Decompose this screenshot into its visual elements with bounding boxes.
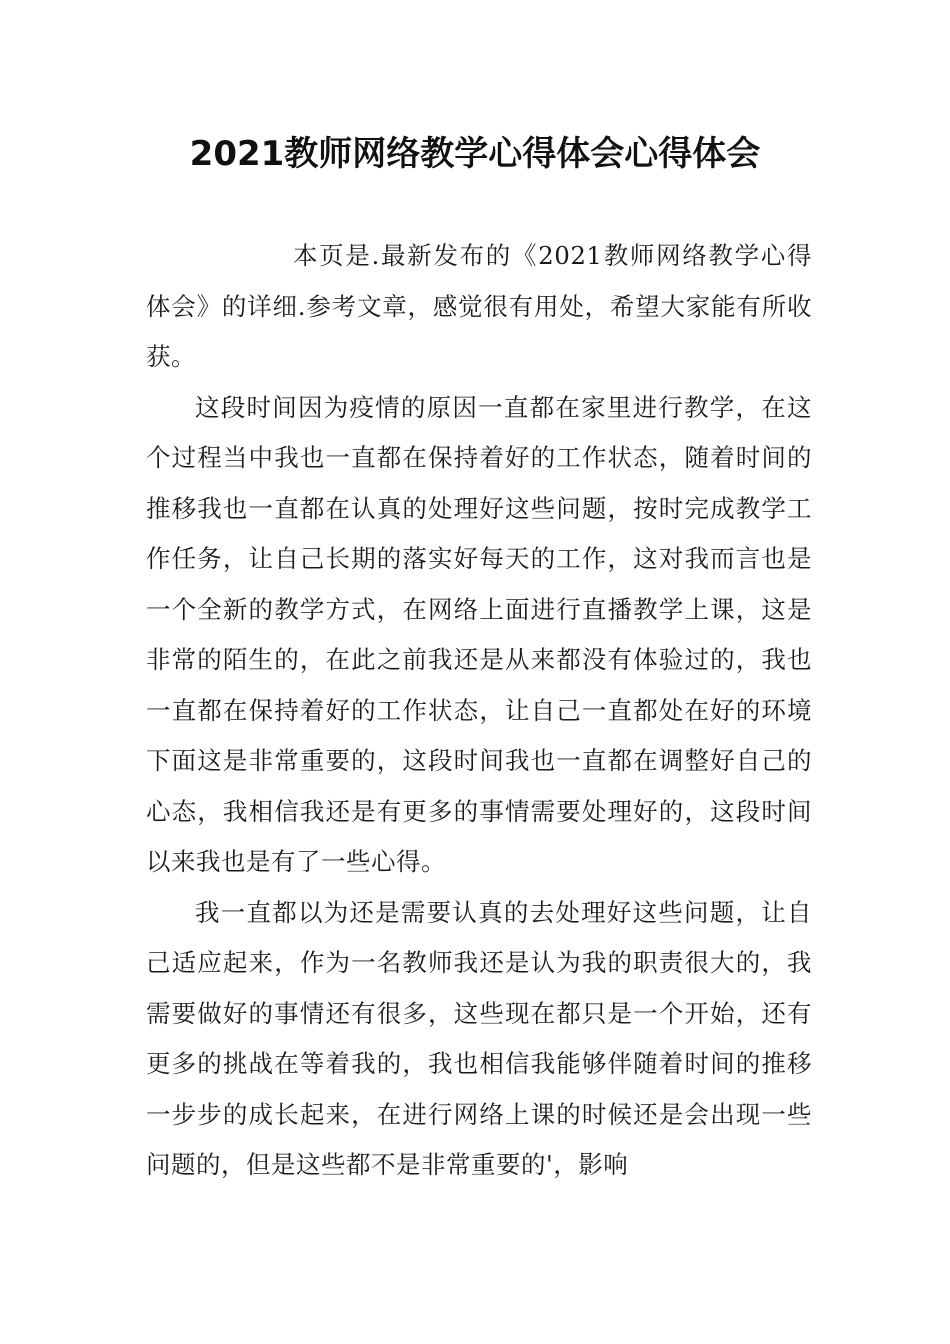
document-body bbox=[146, 231, 812, 1191]
intro-paragraph: 本页是.最新发布的《2021教师网络教学心得体会》的详细.参考文章，感觉很有用处，希望大家能有所收获。 bbox=[146, 241, 812, 371]
document-title: 2021教师网络教学心得体会心得体会 bbox=[189, 134, 761, 174]
body-paragraph: 我一直都以为还是需要认真的去处理好这些问题，让自己适应起来，作为一名教师我还是认为我的职责很大的，我需要做好的事情还有很多，这些现在都只是一个开始，还有更多的挑战在等着我的，我也相信我能够伴随着时间的推移一步步的成长起来，在进行网络上课的时候还是会出现一些问题的，但是这些都不是非常重要的'，影响 bbox=[146, 897, 812, 1179]
body-paragraph: 这段时间因为疫情的原因一直都在家里进行教学，在这个过程当中我也一直都在保持着好的工作状态，随着时间的推移我也一直都在认真的处理好这些问题，按时完成教学工作任务，让自己长期的落实好每天的工作，这对我而言也是一个全新的教学方式，在网络上面进行直播教学上课，这是非常的陌生的，在此之前我还是从来都没有体验过的，我也一直都在保持着好的工作状态，让自己一直都处在好的环境下面这是非常重要的，这段时间我也一直都在调整好自己的心态，我相信我还是有更多的事情需要处理好的，这段时间以来我也是有了一些心得。 bbox=[146, 392, 812, 876]
